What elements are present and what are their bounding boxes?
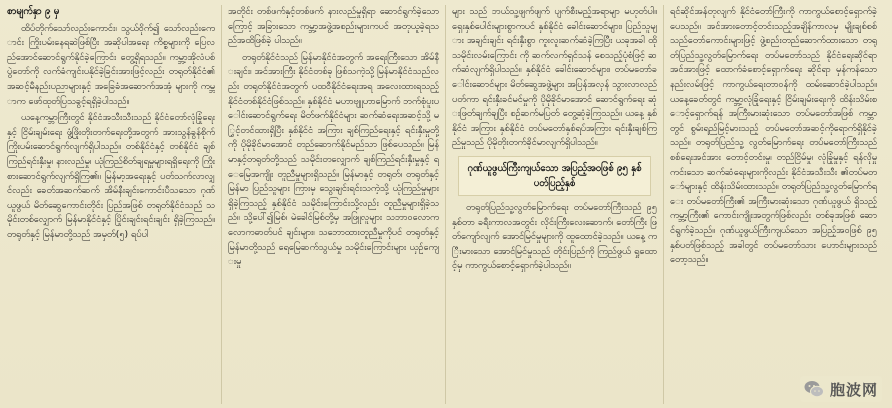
article-column-2 <box>221 5 439 404</box>
watermark-text: 胞波网 <box>829 380 878 399</box>
watermark <box>800 376 882 402</box>
paragraph-3-1: များ သည် ဘယ်သူ့ဖျက်ဖျက် ပျက်စီးမည့်အရာမျာ မဟုတ်ပါ။ ရှေးနှစ်ပေါင်းများစွာကပင် နှစ်နိုင်ငံ ခေါင်းဆောင်များ၊ ပြည်သူများ အချင်းချင်း ရင်းနှီးစွာ ကူးလူးဆက်ဆံခဲ့ကြပြီး ယခုအခါ ထိုသမိုင်းလမ်းကြောင်း ကို ဆက်လက်ရှင်သန် စေသည့်ပုံစံဖြင့် ဆက်ဆံလျက်ရှိပါသည်။ နှစ်နိုင်ငံ ခေါင်းဆောင်များ၊ တပ်မတော်ခေါင်းဆောင်များ မိတ်ဆွေအဖွဲ့များ အပြန်အလှန် သွားလာလည်ပတ်ကာ ရင်းနှီးခင်မင်မှုကို ပိုမိုခိုင်မာအောင် ဆောင်ရွက်ရေး ဆုံးဖြတ်ချက်ချပြီး စဉ်ဆက်မပြတ် တွေ့ဆုံခဲ့ကြသည်။ ယနေ့ နှစ်နိုင်ငံ အကြား နှစ်နိုင်ငံ တပ်မတော်နှစ်ရပ်အကြား ရင်းနှီးချစ်ကြည်မှုသည် ပိုမိုတိုးတက်ခိုင်မာလျက်ရှိပါသည်။ <box>452 6 657 149</box>
paragraph-1-2: ယနေ့ကမ္ဘာကြီးတွင် နိုင်ငံအသီးသီးသည် နိုင်ငံတော်လုံခြုံရေးနှင့် ငြိမ်းချမ်းရေး ဖွံ့ဖြိုးတိုးတက်ရေးတို့အတွက် အားသွန်ခွန်စိုက် ကြိုးပမ်းဆောင်ရွက်လျက်ရှိပါသည်။ တစ်နိုင်ငံနှင့် တစ်နိုင်ငံ ချစ်ကြည်ရင်းနှီးမှု၊ နားလည်မှု၊ ယုံကြည်စိတ်ချရမှုများရရှိရေးကို ကြိုးစားဆောင်ရွက်လျက်ရှိကြ၏။ မြန်မာ့အရေးနှင့် ပတ်သက်လာလျှင်လည်း ခေတ်အဆက်ဆက် အိမ်နီးချင်းကောင်းပီသသော ဂုဏ်ယူဖွယ် မိတ်ဆွေကောင်းတိုင်း ပြည်အဖြစ် တရုတ်နိုင်ငံသည် သမိုင်းတစ်လျှောက် မြန်မာနိုင်ငံနှင့် ပြိုင်းချင်းရင်းချင်း ရှိခဲ့ကြသည်။ တရုတ်နှင့် မြန်မာတို့သည် အမှတ်(၅) ရပ်ပါ <box>7 112 215 240</box>
article-columns <box>7 5 886 404</box>
section-subheading: ဂုဏ်ယူဖွယ်ကြီးကျယ်သော အပြည့်အဝဖြစ် ၉၅ နှစ်ပတ်ပြည့်နှစ် <box>458 156 651 196</box>
paragraph-2-1: အတိုင်း တစ်ဖက်နှင့်တစ်ဖက် နားလည်မှုရှိရာ ဆောင်ရွက်ခဲ့သောကြောင့် အခြားသော ကမ္ဘာ့အဖွဲ့အစည်းများကပင် အတုယူခဲ့ရသည်အထိဖြစ်ခဲ့ ပါသည်။ <box>228 6 439 47</box>
paragraph-1-1: ထိပ်တိုက်သော်လည်းကောင်း၊ သွယ်ဝိုက်၍ သော်လည်းကောင်း ကြိုးပမ်းနေရဆဲဖြစ်ပြီး အဆိုပါအရေး ကိစ္စများကို ပြေလည်အောင်ဆောင်ရွက်နိုင်ခဲ့ကြောင်း တွေ့ရှိရသည်။ ကမ္ဘာ့အိုလံပစ် ပွဲတော်ကို လက်ခံကျင်းပနိုင်ခဲ့ခြင်းအားဖြင့်လည်း တရုတ်နိုင်ငံ၏ အဆင့်မီနည်းပညာများနှင့် အခြေခံအဆောက်အအုံ များကို ကမ္ဘာက ဖော်ထုတ်ပြသခွင့်ရရှိခဲ့ပါသည်။ <box>7 22 215 107</box>
article-column-1 <box>7 5 215 404</box>
paragraph-2-2: တရုတ်နိုင်ငံသည် မြန်မာနိုင်ငံအတွက် အရေးကြီးသော အိမ်နီးချင်း၊ အင်အားကြီး နိုင်ငံတစ်ခု ဖြစ်သကဲ့သို့ မြန်မာနိုင်ငံသည်လည်း တရုတ်နိုင်ငံအတွက် ပထဝီနိုင်ငံရေးအရ အလေးထားရသည့် နိုင်ငံတစ်နိုင်ငံဖြစ်သည်။ နှစ်နိုင်ငံ မဟာဗျူဟာမြောက် ဘက်စုံပူးပေါင်းဆောင်ရွက်ရေး မိတ်ဖက်နိုင်ငံများ ဆက်ဆံရေးအဆင့်သို့ မြှင့်တင်ထားရှိပြီး နှစ်နိုင်ငံ အကြား ချစ်ကြည်ရေးနှင့် ရင်းနှီးမှုတို့ကို ပိုမိုခိုင်မာအောင် တည်ဆောက်နိုင်မည်သာ ဖြစ်ပေသည်။ မြန်မာနှင့်တရုတ်တို့သည် သမိုင်းတလျှောက် ချစ်ကြည်ရင်းနှီးမှုနှင့် ရေမြေအကျိုး တူညီမှုများရှိသည်။ မြန်မာနှင့် တရုတ်၊ တရုတ်နှင့်မြန်မာ ပြည်သူများ ကြားမှ သွေးချင်းရင်းသကဲ့သို့ ယုံကြည်မှုများ ရှိခဲ့ကြသည့် နှစ်နိုင်ငံ သမိုင်းကြောင်းသို့လည်း တူညီမှုများရှိခဲ့သည်။ သို့ပေါ်၍မြစ်၊ မဲခေါင်မြစ်တို့မှ အဖြူလူများ သဘာဝလောကလောကဓာတ်ပင် ချင်းများ၊ သဘောထားတူညီမှုကိုပင် တရုတ်နှင့် မြန်မာတို့သည် ရေမြေဆက်သွယ်မှု သမိုင်းကြောင်းများ ယှဉ်ကျေးမှု <box>228 51 439 268</box>
paragraph-3-2: တရုတ်ပြည်သူ့လွတ်မြောက်ရေး တပ်မတော်ကြီးသည် ၉၅ နှစ်တာ ခရီးကာလအတွင်း လိုင်းကြီးလေးဆောက်၊ တော်ကြီး ဖြတ်ကျော်လျက် အောင်မြင်မှုများကို ထူထောင်ခဲ့သည်။ ယနေ့ ကြီးမားသော အောင်မြင်မှုသည် တိုင်းပြည်ကို ကြည်ဖွယ် ရှုထောင့်မှ ကာကွယ်စောင့်ရှောက်ခဲ့ပါသည်။ <box>452 201 657 272</box>
wechat-logo-icon <box>803 378 825 400</box>
page-continuation-marker: စာမျက်နှာ ၉ မှ <box>7 6 60 17</box>
paragraph-4-1: ရင်ဆိုင်အန်တုလျက် နိုင်ငံတော်ကြီးကို ကာကွယ်စောင့်ရှောက်ခဲ့ပေသည်။ အင်အားတောင့်တင်းသည့်အချိန်ကာလမှ မျိုးချစ်စစ်သည်တော်ကောင်းများဖြင့် ဖွဲ့စည်းတည်ဆောက်ထားသော တရုတ်ပြည်သူ့လွတ်မြောက်ရေး တပ်မတော်သည် နိုင်ငံရေးဆိုင်ရာ အင်အားဖြင့် ထောက်ခံစောင့်ရှောက်ရေး ဆိုင်ရာ မှန်ကန်သော နည်းလမ်းဖြင့် ကာကွယ်ရေးတာဝန်ကို ထမ်းဆောင်ခဲ့ပါသည်။ ယနေ့ခေတ်တွင် ကမ္ဘာ့လုံခြုံရေးနှင့် ငြိမ်းချမ်းရေးကို ထိန်းသိမ်းစောင့်ရှောက်ရန် အကြီးမားဆုံးသော တပ်မတော်အဖြစ် ကမ္ဘာတွင် စွမ်းရည်မြင့်မားသည့် တပ်မတော်အဆင့်ကိုရောက်ရှိနိုင်ခဲ့သည်။ တရုတ်ပြည်သူ့ လွတ်မြောက်ရေး တပ်မတော်ကြီးသည် စစ်ရေးအင်အား တောင့်တင်းမှု၊ တည်ငြိမ်မှု၊ လုံခြုံမှုနှင့် ရန်လိုမှု ကင်းသော ဆက်ဆံရေးများကိုလည်း နိုင်ငံအသီးသီး ၏တပ်မတော်များနှင့် ထိန်းသိမ်းထားသည်။ တရုတ်ပြည်သူ့လွတ်မြောက်ရေး တပ်မတော်ကြီး၏ အကြီးမားဆုံးသော ဂုဏ်ယူဖွယ် ရှိသည့် ကမ္ဘာ့ကြီး၏ ကောင်းကျိုးအတွက်ဖြစ်လည်း တစ်ခုအဖြစ် ဆောင်ရွက်ခဲ့သည်။ ဂုဏ်ယူဖွယ်ကြီးကျယ်သော အပြည့်အဝဖြစ် ၉၅ နှစ်ပတ်ဖြစ်သည့် အခါတွင် တပ်မတော်သား ဟောင်းများသည် တော့သည်။ <box>670 6 877 266</box>
article-column-3 <box>445 5 657 404</box>
article-column-4 <box>663 5 877 404</box>
